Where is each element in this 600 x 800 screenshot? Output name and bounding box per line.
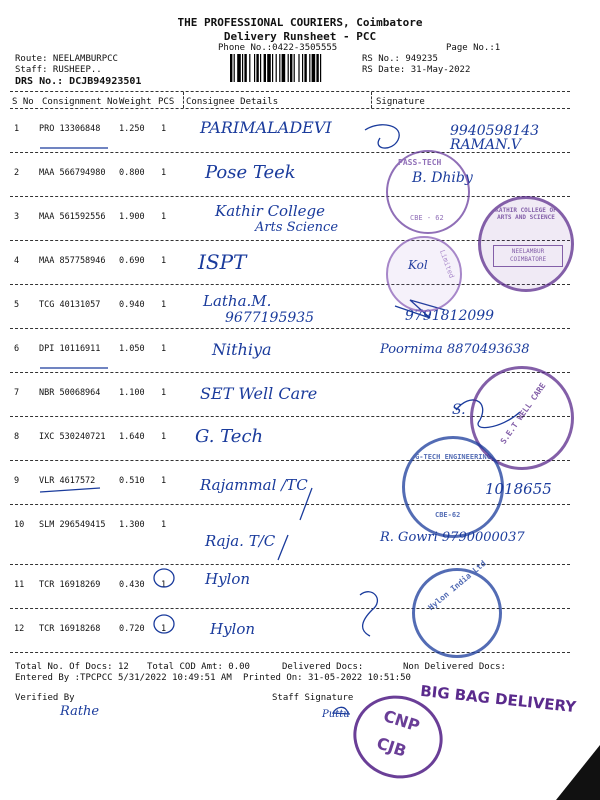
row-consignment: PRO 13306848 bbox=[39, 124, 101, 134]
row-pcs: 1 bbox=[161, 476, 167, 486]
rs-number: RS No.: 949235 bbox=[362, 54, 438, 64]
col-weight: Weight bbox=[119, 97, 152, 107]
row-pcs: 1 bbox=[161, 344, 167, 354]
row-weight: 0.800 bbox=[119, 168, 145, 178]
signature-handwriting: 9940598143 RAMAN.V bbox=[450, 123, 540, 153]
total-docs: Total No. Of Docs: 12 bbox=[15, 662, 129, 672]
row-sno: 3 bbox=[14, 212, 20, 222]
consignee-handwriting: Hylon bbox=[210, 620, 256, 638]
row-sno: 1 bbox=[14, 124, 20, 134]
set-wellcare-stamp: S.E.T WELL CARE bbox=[470, 366, 574, 470]
row-sno: 4 bbox=[14, 256, 20, 266]
col-consignment: Consignment No bbox=[42, 97, 118, 107]
row-weight: 0.510 bbox=[119, 476, 145, 486]
row-weight: 1.100 bbox=[119, 388, 145, 398]
row-weight: 1.640 bbox=[119, 432, 145, 442]
drs-number: DRS No.: DCJB94923501 bbox=[15, 76, 142, 87]
consignee-handwriting: Raja. T/C bbox=[205, 532, 276, 550]
signature-handwriting: B. Dhiby bbox=[412, 170, 473, 186]
pass-tech-stamp: PASS-TECH CBE - 62 bbox=[386, 150, 470, 234]
consignee-handwriting: Hylon bbox=[205, 570, 251, 588]
row-sno: 8 bbox=[14, 432, 20, 442]
row-consignment: TCG 40131057 bbox=[39, 300, 101, 310]
col-signature: Signature bbox=[376, 97, 425, 107]
consignee-handwriting: ISPT bbox=[198, 250, 247, 274]
row-consignment: IXC 530240721 bbox=[39, 432, 106, 442]
signature-handwriting: S. bbox=[452, 402, 466, 418]
consignee-handwriting: G. Tech bbox=[195, 426, 264, 447]
entered-by: Entered By :TPCPCC 5/31/2022 10:49:51 AM bbox=[15, 673, 232, 683]
consignee-handwriting: SET Well Care bbox=[200, 384, 318, 403]
row-pcs: 1 bbox=[161, 432, 167, 442]
row-consignment: DPI 10116911 bbox=[39, 344, 101, 354]
route: Route: NEELAMBURPCC bbox=[15, 54, 118, 64]
consignee-handwriting: Latha.M. bbox=[203, 292, 272, 310]
row-sno: 10 bbox=[14, 520, 25, 530]
delivered-docs: Delivered Docs: bbox=[282, 662, 364, 672]
phone-number: Phone No.:0422-3505555 bbox=[218, 43, 338, 53]
row-weight: 1.050 bbox=[119, 344, 145, 354]
page-number: Page No.:1 bbox=[446, 43, 501, 53]
row-weight: 0.690 bbox=[119, 256, 145, 266]
document-title: Delivery Runsheet - PCC bbox=[223, 30, 377, 43]
company-name: THE PROFESSIONAL COURIERS, Coimbatore bbox=[177, 16, 423, 29]
staff-signature-label: Staff Signature bbox=[272, 693, 354, 703]
consignee-handwriting: Rajammal /TC bbox=[200, 476, 308, 494]
row-pcs: 1 bbox=[161, 300, 167, 310]
row-sno: 12 bbox=[14, 624, 25, 634]
row-weight: 1.300 bbox=[119, 520, 145, 530]
printed-on: Printed On: 31-05-2022 10:51:50 bbox=[243, 673, 411, 683]
row-pcs: 1 bbox=[161, 124, 167, 134]
gtech-engineering-stamp: G-TECH ENGINEERING CBE-62 bbox=[402, 436, 504, 538]
total-cod: Total COD Amt: 0.00 bbox=[147, 662, 250, 672]
row-weight: 1.250 bbox=[119, 124, 145, 134]
staff: Staff: RUSHEEP.. bbox=[15, 65, 102, 75]
row-pcs: 1 bbox=[161, 212, 167, 222]
consignee-handwriting: Nithiya bbox=[212, 340, 272, 359]
row-sno: 2 bbox=[14, 168, 20, 178]
big-bag-delivery-stamp: BIG BAG DELIVERY bbox=[419, 681, 577, 717]
signature-handwriting: R. Gowri 9790000037 bbox=[380, 530, 525, 545]
row-pcs: 1 bbox=[161, 520, 167, 530]
row-consignment: MAA 857758946 bbox=[39, 256, 106, 266]
row-sno: 5 bbox=[14, 300, 20, 310]
verified-signature: Rathe bbox=[60, 704, 100, 719]
row-consignment: MAA 566794980 bbox=[39, 168, 106, 178]
hylon-india-stamp: Hylon India Ltd bbox=[412, 568, 502, 658]
signature-handwriting: Kol bbox=[408, 258, 428, 272]
consignee-handwriting: Kathir College bbox=[215, 202, 326, 220]
row-weight: 0.430 bbox=[119, 580, 145, 590]
row-consignment: NBR 50068964 bbox=[39, 388, 101, 398]
row-sno: 6 bbox=[14, 344, 20, 354]
verified-by-label: Verified By bbox=[15, 693, 75, 703]
signature-handwriting: 9791812099 bbox=[405, 308, 495, 324]
row-consignment: SLM 296549415 bbox=[39, 520, 106, 530]
non-delivered-docs: Non Delivered Docs: bbox=[403, 662, 506, 672]
row-weight: 0.720 bbox=[119, 624, 145, 634]
row-sno: 7 bbox=[14, 388, 20, 398]
consignee-handwriting-line2: Arts Science bbox=[255, 220, 339, 235]
signature-handwriting: 1018655 bbox=[485, 480, 552, 498]
limited-stamp: Limited bbox=[386, 236, 462, 312]
kathir-college-stamp: KATHIR COLLEGE OF ARTS AND SCIENCE NEELAMBUR COIMBATORE bbox=[478, 196, 574, 292]
row-sno: 9 bbox=[14, 476, 20, 486]
row-pcs: 1 bbox=[161, 168, 167, 178]
consignee-handwriting: Pose Teek bbox=[205, 162, 296, 183]
staff-signature: Puttu bbox=[322, 709, 350, 720]
row-pcs: 1 bbox=[161, 388, 167, 398]
row-pcs: 1 bbox=[161, 624, 167, 634]
row-consignment: MAA 561592556 bbox=[39, 212, 106, 222]
cnp-cjb-stamp: CNP CJB bbox=[343, 684, 454, 790]
row-weight: 1.900 bbox=[119, 212, 145, 222]
row-sno: 11 bbox=[14, 580, 25, 590]
row-consignment: VLR 4617572 bbox=[39, 476, 96, 486]
consignee-handwriting: PARIMALADEVI bbox=[200, 118, 332, 137]
row-weight: 0.940 bbox=[119, 300, 145, 310]
consignee-handwriting-line2: 9677195935 bbox=[225, 310, 315, 326]
row-pcs: 1 bbox=[161, 580, 167, 590]
row-consignment: TCR 16918269 bbox=[39, 580, 101, 590]
col-consignee: Consignee Details bbox=[186, 97, 279, 107]
col-sno: S No bbox=[12, 97, 34, 107]
signature-handwriting: Poornima 8870493638 bbox=[380, 342, 530, 357]
row-consignment: TCR 16918268 bbox=[39, 624, 101, 634]
row-pcs: 1 bbox=[161, 256, 167, 266]
rs-date: RS Date: 31-May-2022 bbox=[362, 65, 471, 75]
col-pcs: PCS bbox=[158, 97, 175, 107]
